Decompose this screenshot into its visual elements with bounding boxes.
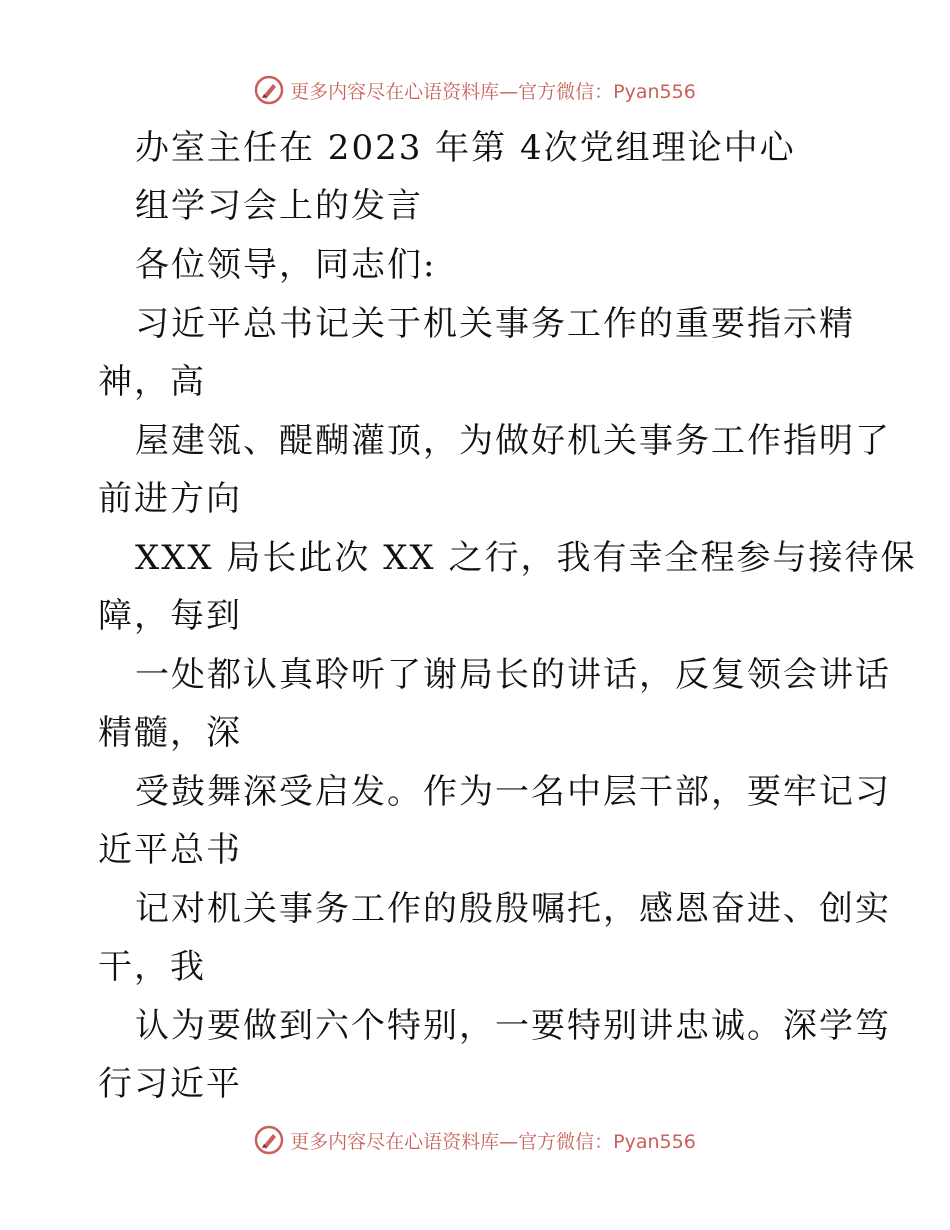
text-line: XXX 局长此次 XX 之行，我有幸全程参与接待保 bbox=[135, 538, 917, 578]
text-line: 一处都认真聆听了谢局长的讲话，反复领会讲话 bbox=[135, 655, 891, 695]
text-line: 近平总书 bbox=[98, 830, 242, 870]
header-watermark bbox=[0, 70, 950, 110]
text-line: 屋建瓴、醍醐灌顶，为做好机关事务工作指明了 bbox=[135, 421, 891, 461]
text-line: 记对机关事务工作的殷殷嘱托，感恩奋进、创实 bbox=[135, 889, 891, 929]
footer-watermark bbox=[0, 1120, 950, 1160]
text-line: 各位领导，同志们: bbox=[135, 245, 437, 285]
text-line: 行习近平 bbox=[98, 1064, 242, 1104]
text-line: 前进方向 bbox=[98, 479, 242, 519]
text-line: 神，高 bbox=[98, 362, 206, 402]
text-line: 干，我 bbox=[98, 947, 206, 987]
text-line: 习近平总书记关于机关事务工作的重要指示精 bbox=[135, 304, 855, 344]
pen-logo-icon bbox=[254, 1125, 284, 1155]
text-line: 办室主任在 2023 年第 4次党组理论中心 bbox=[135, 128, 796, 168]
watermark-text: 更多内容尽在心语资料库—官方微信：Pyan556 bbox=[290, 1130, 696, 1153]
text-line: 障，每到 bbox=[98, 596, 242, 636]
text-line: 受鼓舞深受启发。作为一名中层干部，要牢记习 bbox=[135, 772, 891, 812]
text-line: 精髓，深 bbox=[98, 713, 242, 753]
watermark-text: 更多内容尽在心语资料库—官方微信：Pyan556 bbox=[290, 80, 696, 103]
text-line: 认为要做到六个特别，一要特别讲忠诚。深学笃 bbox=[135, 1006, 891, 1046]
text-line: 组学习会上的发言 bbox=[135, 186, 423, 226]
pen-logo-icon bbox=[254, 75, 284, 105]
